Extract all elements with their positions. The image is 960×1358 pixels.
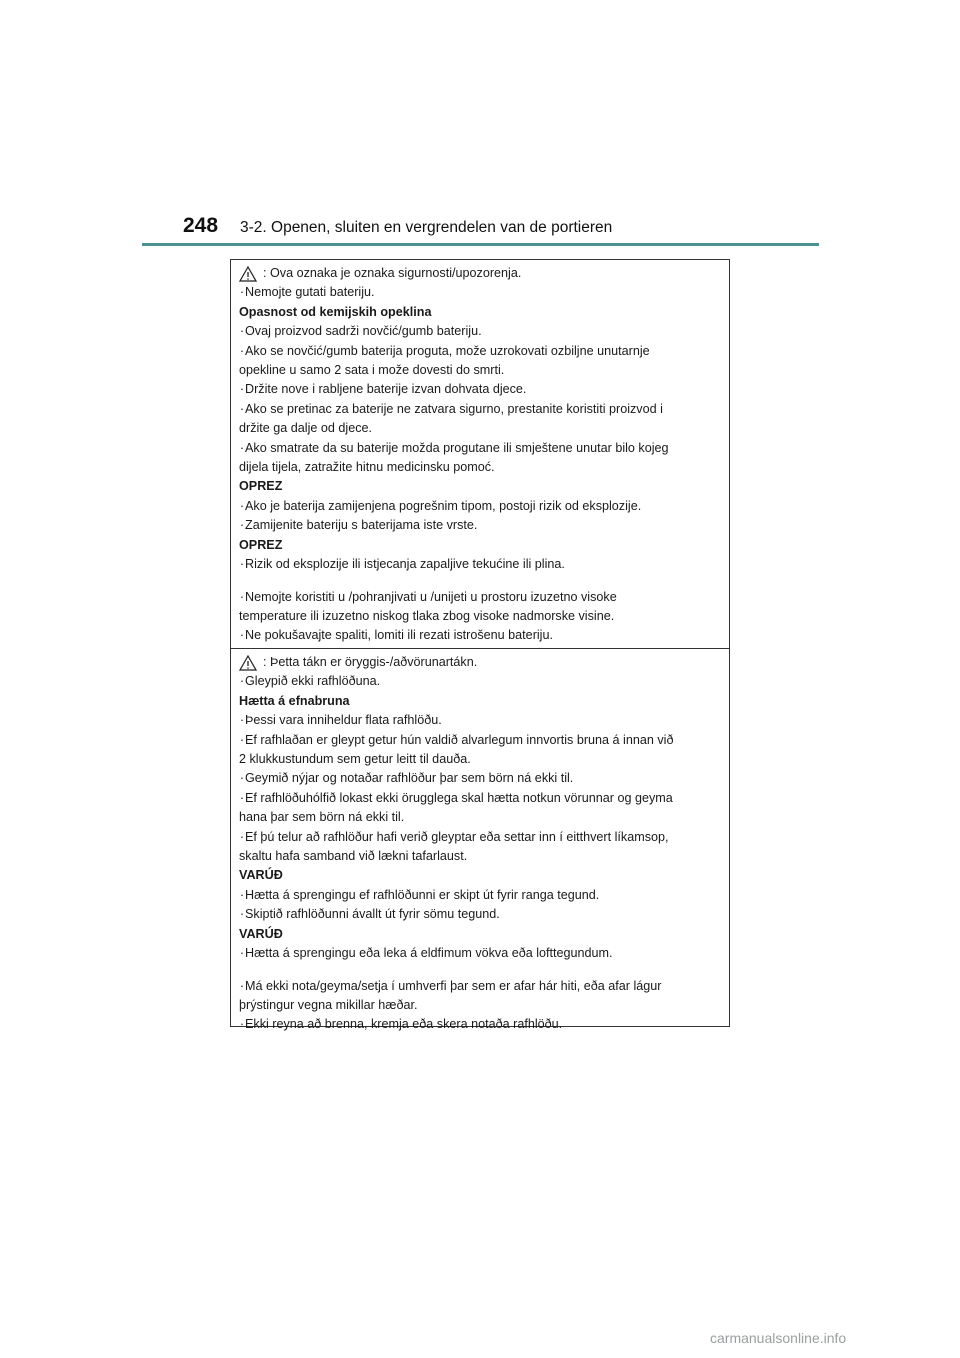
notice-line: [239, 322, 721, 341]
warning-text: : Þetta tákn er öryggis-/aðvörunartákn.: [263, 655, 478, 669]
notice-line: [239, 400, 721, 419]
section-heading: [239, 866, 721, 885]
line-text: Skiptið rafhlöðunni ávallt út fyrir sömu tegund.: [245, 907, 500, 922]
bullet-dot: ·: [239, 1017, 245, 1032]
bullet-dot: ·: [239, 324, 245, 339]
line-text: Hætta á sprengingu eða leka á eldfimum vökva eða lofttegundum.: [245, 946, 613, 961]
notice-line: [239, 497, 721, 516]
section-heading: [239, 477, 721, 496]
line-text: Ako smatrate da su baterije možda progutane ili smještene unutar bilo kojeg: [245, 440, 669, 455]
warning-line: [239, 653, 721, 672]
notice-line: [239, 555, 721, 574]
warning-text: : Ova oznaka je oznaka sigurnosti/upozorenja.: [263, 266, 522, 280]
line-text: Hætta á sprengingu ef rafhlöðunni er skipt út fyrir ranga tegund.: [245, 887, 600, 902]
line-text: OPREZ: [239, 479, 283, 494]
notice-line: [239, 789, 721, 808]
line-text: Rizik od eksplozije ili istjecanja zapaljive tekućine ili plina.: [245, 557, 565, 572]
warning-triangle-icon: [239, 655, 257, 671]
line-text: Zamijenite bateriju s baterijama iste vrste.: [245, 518, 478, 533]
notice-line: [239, 847, 721, 866]
notice-line: [239, 944, 721, 963]
notice-line: [239, 516, 721, 535]
bullet-dot: ·: [239, 978, 245, 993]
section-heading: [239, 303, 721, 322]
line-text: þrýstingur vegna mikillar hæðar.: [239, 997, 418, 1012]
notice-line: [239, 283, 721, 302]
notice-line: [239, 380, 721, 399]
notice-line: [239, 828, 721, 847]
line-text: temperature ili izuzetno niskog tlaka zbog visoke nadmorske visine.: [239, 608, 615, 623]
notice-line: [239, 607, 721, 626]
bullet-dot: ·: [239, 518, 245, 533]
line-text: Geymið nýjar og notaðar rafhlöður þar sem börn ná ekki til.: [245, 771, 574, 786]
notice-line: [239, 808, 721, 827]
notice-line: [239, 996, 721, 1015]
line-text: Nemojte gutati bateriju.: [245, 285, 375, 300]
line-text: Gleypið ekki rafhlöðuna.: [245, 674, 381, 689]
line-text: Þessi vara inniheldur flata rafhlöðu.: [245, 713, 442, 728]
line-text: VARÚÐ: [239, 868, 283, 883]
notice-line: [239, 905, 721, 924]
bullet-dot: ·: [239, 401, 245, 416]
bullet-dot: ·: [239, 498, 245, 513]
bullet-dot: ·: [239, 771, 245, 786]
line-text: VARÚÐ: [239, 926, 283, 941]
notice-line: [239, 769, 721, 788]
section-heading: [239, 925, 721, 944]
line-text: Ne pokušavajte spaliti, lomiti ili rezati istrošenu bateriju.: [245, 628, 553, 643]
line-text: Má ekki nota/geyma/setja í umhverfi þar sem er afar hár hiti, eða afar lágur: [245, 978, 662, 993]
section-heading: [239, 692, 721, 711]
notice-line: [239, 588, 721, 607]
line-text: Ako se pretinac za baterije ne zatvara sigurno, prestanite koristiti proizvod i: [245, 401, 663, 416]
notice-line: [239, 439, 721, 458]
section-heading: [239, 536, 721, 555]
notice-lines: [239, 672, 721, 1034]
notice-line: [239, 1015, 721, 1034]
bullet-dot: ·: [239, 732, 245, 747]
chapter-title: 3-2. Openen, sluiten en vergrendelen van de portieren: [240, 219, 613, 236]
notice-line: [239, 731, 721, 750]
line-text: Ovaj proizvod sadrži novčić/gumb bateriju.: [245, 324, 482, 339]
notice-line: [239, 419, 721, 438]
notice-lines: [239, 283, 721, 645]
notice-line: [239, 977, 721, 996]
line-text: Nemojte koristiti u /pohranjivati u /unijeti u prostoru izuzetno visoke: [245, 589, 617, 604]
notice-section-croatian: [231, 260, 729, 648]
notice-line: [239, 711, 721, 730]
line-text: držite ga dalje od djece.: [239, 421, 373, 436]
line-text: Opasnost od kemijskih opeklina: [239, 304, 432, 319]
notice-line: [239, 458, 721, 477]
line-text: skaltu hafa samband við lækni tafarlaust.: [239, 849, 468, 864]
header-rule: [142, 243, 819, 246]
line-text: Ef rafhlaðan er gleypt getur hún valdið alvarlegum innvortis bruna á innan við: [245, 732, 674, 747]
line-text: dijela tijela, zatražite hitnu medicinsku pomoć.: [239, 460, 495, 475]
notice-line: [239, 361, 721, 380]
line-text: Ef rafhlöðuhólfið lokast ekki örugglega skal hætta notkun vörunnar og geyma: [245, 790, 673, 805]
notice-line: [239, 750, 721, 769]
battery-warning-notice: [230, 259, 730, 1032]
page-number: 248: [183, 214, 219, 237]
bullet-dot: ·: [239, 382, 245, 397]
bullet-dot: ·: [239, 887, 245, 902]
line-text: Hætta á efnabruna: [239, 693, 350, 708]
bullet-dot: ·: [239, 343, 245, 358]
notice-line: [239, 626, 721, 645]
bullet-dot: ·: [239, 829, 245, 844]
bullet-dot: ·: [239, 946, 245, 961]
line-text: hana þar sem börn ná ekki til.: [239, 810, 405, 825]
bullet-dot: ·: [239, 713, 245, 728]
notice-section-icelandic: [231, 648, 729, 1032]
bullet-dot: ·: [239, 589, 245, 604]
line-text: Ef þú telur að rafhlöður hafi verið gleyptar eða settar inn í eitthvert líkamsop,: [245, 829, 669, 844]
line-text: 2 klukkustundum sem getur leitt til dauða.: [239, 752, 471, 767]
bullet-dot: ·: [239, 907, 245, 922]
bullet-dot: ·: [239, 790, 245, 805]
site-watermark: carmanualsonline.info: [710, 1330, 847, 1346]
page-header: [0, 0, 960, 250]
warning-triangle-icon: [239, 266, 257, 282]
line-text: Ako je baterija zamijenjena pogrešnim tipom, postoji rizik od eksplozije.: [245, 498, 642, 513]
line-text: OPREZ: [239, 537, 283, 552]
line-text: Držite nove i rabljene baterije izvan dohvata djece.: [245, 382, 527, 397]
warning-line: [239, 264, 721, 283]
notice-line: [239, 672, 721, 691]
bullet-dot: ·: [239, 557, 245, 572]
line-text: Ako se novčić/gumb baterija proguta, može uzrokovati ozbiljne unutarnje: [245, 343, 650, 358]
bullet-dot: ·: [239, 628, 245, 643]
notice-line: [239, 342, 721, 361]
bullet-dot: ·: [239, 285, 245, 300]
notice-line: [239, 886, 721, 905]
line-text: Ekki reyna að brenna, kremja eða skera notaða rafhlöðu.: [245, 1017, 563, 1032]
line-text: opekline u samo 2 sata i može dovesti do smrti.: [239, 363, 505, 378]
bullet-dot: ·: [239, 440, 245, 455]
bullet-dot: ·: [239, 674, 245, 689]
